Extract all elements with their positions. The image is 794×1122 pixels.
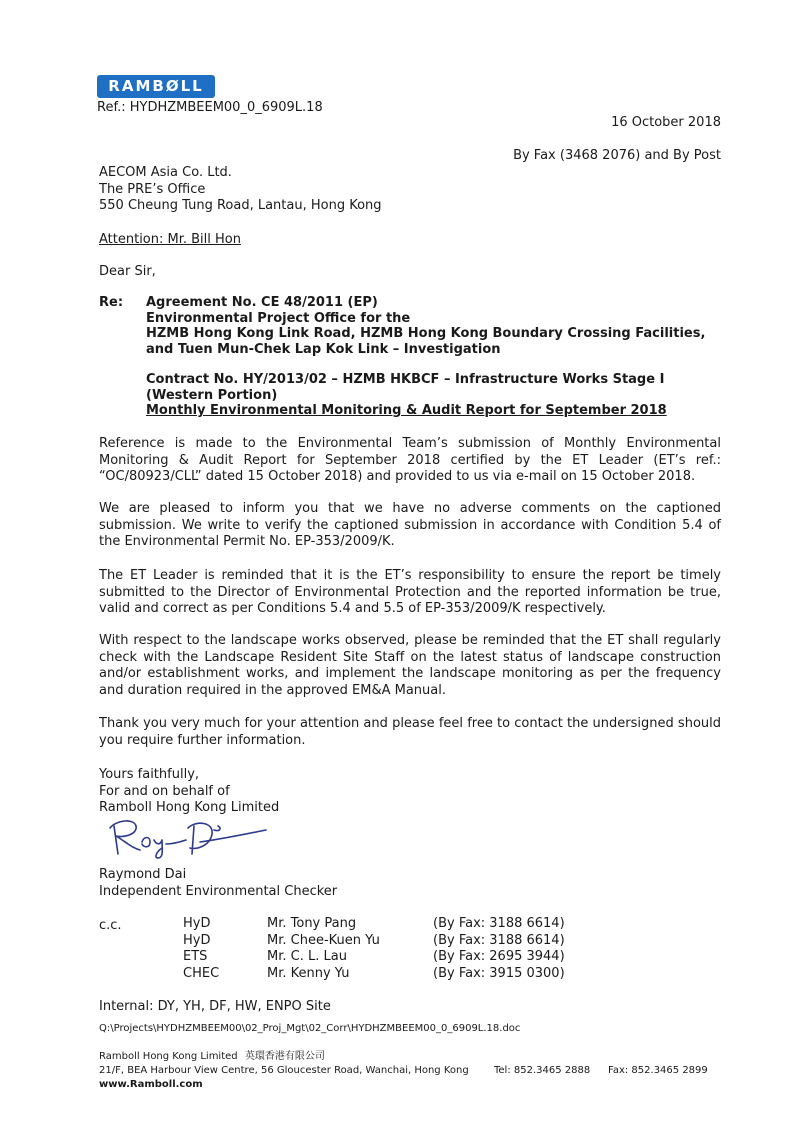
internal-distribution: Internal: DY, YH, DF, HW, ENPO Site [99, 999, 331, 1014]
recipient-line: AECOM Asia Co. Ltd. [99, 165, 232, 180]
contract-line: (Western Portion) [146, 387, 278, 403]
cc-fax: (By Fax: 3188 6614) [433, 916, 565, 931]
closing-line: For and on behalf of [99, 783, 230, 799]
cc-fax: (By Fax: 2695 3944) [433, 949, 565, 964]
footer-company: Ramboll Hong Kong Limited [99, 1051, 238, 1062]
re-label: Re: [99, 295, 124, 310]
body-paragraph: Reference is made to the Environmental Team’s submission of Monthly Environmental Monitoring & Audit Report for September 2018 certified by the ET Leader (ET’s ref.: “OC/80923/CLL” dated 15 October 2018) and provided to us via e-mail on 15 October 2018. [99, 436, 721, 485]
re-line: and Tuen Mun-Chek Lap Kok Link – Investigation [146, 341, 501, 357]
re-line: Agreement No. CE 48/2011 (EP) [146, 295, 378, 310]
report-title: Monthly Environmental Monitoring & Audit Report for September 2018 [146, 403, 667, 418]
footer-website[interactable]: www.Ramboll.com [99, 1079, 203, 1090]
recipient-address [99, 165, 382, 215]
cc-org: ETS [183, 949, 208, 964]
cc-fax: (By Fax: 3915 0300) [433, 966, 565, 981]
body-paragraph: The ET Leader is reminded that it is the ET’s responsibility to ensure the report be timely submitted to the Director of Environmental Protection and the reported information be true, valid and correct as per Conditions 5.4 and 5.5 of EP-353/2009/K respectively. [99, 568, 721, 617]
body-paragraph: With respect to the landscape works observed, please be reminded that the ET shall regularly check with the Landscape Resident Site Staff on the latest status of landscape construction and/or establishment works, and implement the landscape monitoring as per the frequency and duration required in the approved EM&A Manual. [99, 633, 721, 698]
cc-org: CHEC [183, 966, 220, 981]
closing-block [99, 767, 279, 817]
signature-image [96, 814, 271, 862]
cc-label: c.c. [99, 918, 122, 933]
cc-name: Mr. Tony Pang [267, 916, 357, 931]
cc-name: Mr. Chee-Kuen Yu [267, 933, 380, 948]
re-subject-block [146, 295, 705, 357]
cc-org: HyD [183, 916, 211, 931]
footer-fax: Fax: 852.3465 2899 [608, 1065, 708, 1076]
cc-org: HyD [183, 933, 211, 948]
signer-name: Raymond Dai [99, 867, 187, 882]
salutation: Dear Sir, [99, 264, 156, 279]
cc-fax: (By Fax: 3188 6614) [433, 933, 565, 948]
recipient-line: The PRE’s Office [99, 181, 206, 197]
signer-title: Independent Environmental Checker [99, 883, 338, 899]
letter-date: 16 October 2018 [611, 115, 721, 130]
footer-address: 21/F, BEA Harbour View Centre, 56 Gloucester Road, Wanchai, Hong Kong [99, 1065, 469, 1076]
re-line: HZMB Hong Kong Link Road, HZMB Hong Kong Boundary Crossing Facilities, [146, 326, 706, 341]
closing-line: Yours faithfully, [99, 767, 200, 782]
footer-tel: Tel: 852.3465 2888 [494, 1065, 591, 1076]
ramboll-logo: RAMBØLL [97, 75, 215, 98]
attention-line: Attention: Mr. Bill Hon [99, 232, 241, 247]
cc-name: Mr. Kenny Yu [267, 966, 350, 981]
body-paragraph: We are pleased to inform you that we have no adverse comments on the captioned submission. We write to verify the captioned submission in accordance with Condition 5.4 of the Environmental Permit No. EP-353/2009/K. [99, 501, 721, 550]
file-path: Q:\Projects\HYDHZMBEEM00\02_Proj_Mgt\02_Corr\HYDHZMBEEM00_0_6909L.18.doc [99, 1023, 521, 1034]
reference-number: Ref.: HYDHZMBEEM00_0_6909L.18 [97, 100, 323, 115]
re-line: Environmental Project Office for the [146, 310, 411, 326]
delivery-method: By Fax (3468 2076) and By Post [513, 148, 721, 163]
closing-line: Ramboll Hong Kong Limited [99, 800, 280, 815]
recipient-line: 550 Cheung Tung Road, Lantau, Hong Kong [99, 198, 382, 213]
contract-block [146, 372, 667, 419]
footer-company-line [99, 1050, 325, 1063]
signer-block [99, 867, 337, 900]
footer-company-cn: 英環香港有限公司 [244, 1051, 325, 1062]
body-paragraph: Thank you very much for your attention and please feel free to contact the undersigned should you require further information. [99, 716, 721, 748]
contract-line: Contract No. HY/2013/02 – HZMB HKBCF – Infrastructure Works Stage I [146, 372, 665, 387]
cc-name: Mr. C. L. Lau [267, 949, 347, 964]
